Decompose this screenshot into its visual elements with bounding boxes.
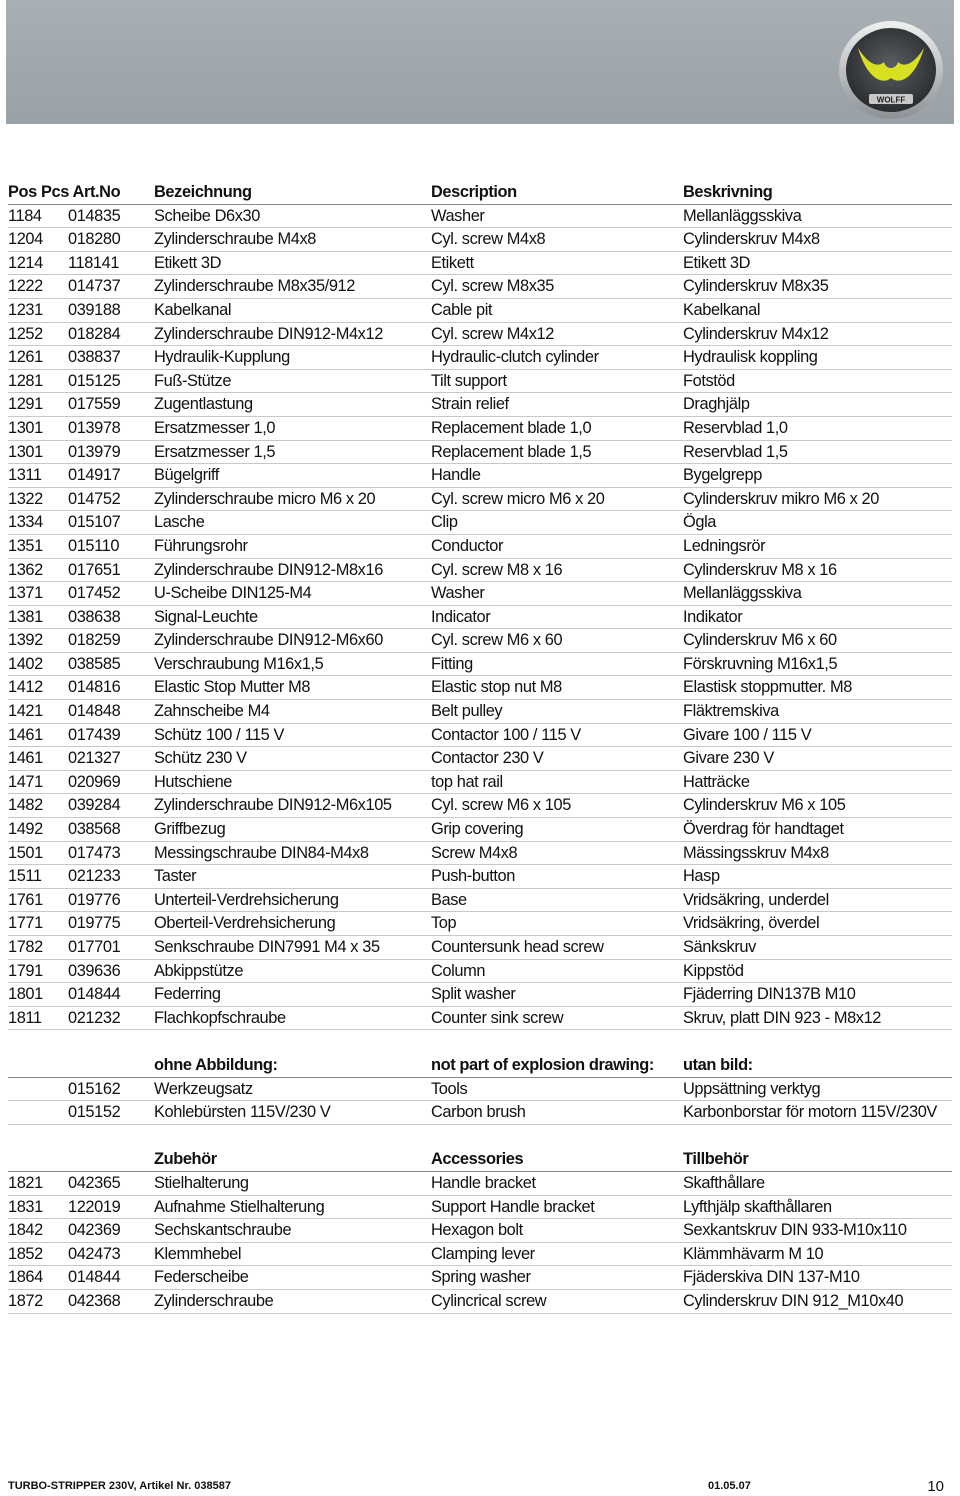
without-drawing-heading-sv: utan bild: [683,1055,753,1074]
beskrivning-cell: Hasp [683,867,720,886]
bezeichnung-cell: Schütz 230 V [154,749,247,768]
bezeichnung-cell: Zylinderschraube DIN912-M4x12 [154,324,383,343]
article-number-cell: 017452 [68,584,121,603]
article-number-cell: 014835 [68,206,121,225]
article-number-cell: 021232 [68,1008,121,1027]
article-number-cell: 014737 [68,277,121,296]
article-number-cell: 118141 [68,253,120,272]
without-drawing-heading [8,1054,952,1078]
table-row [8,346,952,370]
article-number-cell: 017559 [68,395,121,414]
article-number-cell: 015125 [68,371,121,390]
table-row [8,1172,952,1196]
article-number-cell: 014917 [68,466,121,485]
article-number-cell: 017439 [68,725,121,744]
pos-cell: 1761 [8,890,43,909]
table-row [8,228,952,252]
table-row [8,1196,952,1220]
bezeichnung-cell: Zylinderschraube M8x35/912 [154,277,355,296]
beskrivning-cell: Draghjälp [683,395,750,414]
bezeichnung-cell: Elastic Stop Mutter M8 [154,678,311,697]
parts-list [8,181,952,1314]
article-number-cell: 122019 [68,1197,121,1216]
beskrivning-cell: Cylinderskruv mikro M6 x 20 [683,489,879,508]
description-cell: Tilt support [431,371,507,390]
beskrivning-cell: Ögla [683,513,717,532]
article-number-cell: 039284 [68,796,121,815]
bezeichnung-cell: Zahnscheibe M4 [154,702,270,721]
accessories-heading [8,1148,952,1172]
article-number-cell: 039636 [68,961,121,980]
bezeichnung-cell: Zylinderschraube DIN912-M8x16 [154,560,383,579]
beskrivning-cell: Etikett 3D [683,253,751,272]
bezeichnung-cell: Oberteil-Verdrehsicherung [154,914,336,933]
beskrivning-cell: Kabelkanal [683,300,761,319]
beskrivning-cell: Elastisk stoppmutter. M8 [683,678,852,697]
description-cell: Grip covering [431,820,524,839]
table-row [8,582,952,606]
article-number-cell: 042369 [68,1221,121,1240]
bezeichnung-cell: Fuß-Stütze [154,371,232,390]
bezeichnung-cell: Lasche [154,513,205,532]
article-number-cell: 015152 [68,1103,121,1122]
pos-cell: 1334 [8,513,43,532]
article-number-cell: 015110 [68,536,120,555]
pos-cell: 1311 [8,466,42,485]
description-cell: Cyl. screw M8x35 [431,277,554,296]
article-number-cell: 042368 [68,1291,121,1310]
article-number-cell: 038837 [68,348,121,367]
table-row [8,323,952,347]
pos-cell: 1501 [8,843,43,862]
beskrivning-cell: Uppsättning verktyg [683,1079,821,1098]
description-cell: Handle [431,466,481,485]
beskrivning-cell: Cylinderskruv M4x12 [683,324,829,343]
table-row [8,1219,952,1243]
table-row [8,889,952,913]
beskrivning-cell: Fläktremskiva [683,702,779,721]
bezeichnung-cell: Stielhalterung [154,1173,249,1192]
pos-cell: 1301 [8,442,43,461]
pos-cell: 1421 [8,702,43,721]
table-row [8,818,952,842]
table-row [8,653,952,677]
main-parts-rows [8,205,952,1031]
page-footer [8,1480,948,1496]
pos-cell: 1771 [8,914,43,933]
pos-cell: 1821 [8,1173,43,1192]
beskrivning-cell: Indikator [683,607,743,626]
article-number-cell: 019776 [68,890,121,909]
footer-product: TURBO-STRIPPER 230V, Artikel Nr. 038587 [8,1480,231,1492]
bezeichnung-cell: Taster [154,867,197,886]
description-cell: Cable pit [431,300,493,319]
article-number-cell: 014848 [68,702,121,721]
article-number-cell: 018284 [68,324,121,343]
table-row [8,441,952,465]
pos-cell: 1291 [8,395,43,414]
description-cell: Replacement blade 1,0 [431,418,592,437]
description-cell: Replacement blade 1,5 [431,442,592,461]
beskrivning-cell: Reservblad 1,5 [683,442,788,461]
article-number-cell: 015162 [68,1079,121,1098]
beskrivning-cell: Hydraulisk koppling [683,348,818,367]
beskrivning-cell: Cylinderskruv M6 x 60 [683,631,837,650]
bezeichnung-cell: Schütz 100 / 115 V [154,725,285,744]
pos-cell: 1204 [8,230,43,249]
table-row [8,488,952,512]
bezeichnung-cell: Etikett 3D [154,253,222,272]
beskrivning-cell: Bygelgrepp [683,466,762,485]
description-cell: Base [431,890,467,909]
bezeichnung-cell: Federscheibe [154,1268,249,1287]
header-banner [6,0,954,124]
description-cell: Fitting [431,654,473,673]
spacer [8,1125,952,1149]
pos-cell: 1322 [8,489,43,508]
description-cell: Tools [431,1079,468,1098]
beskrivning-cell: Cylinderskruv M4x8 [683,230,820,249]
table-row [8,912,952,936]
table-row [8,205,952,229]
pos-cell: 1492 [8,820,43,839]
table-row [8,1078,952,1102]
bezeichnung-cell: Ersatzmesser 1,5 [154,442,276,461]
beskrivning-cell: Skruv, platt DIN 923 - M8x12 [683,1008,882,1027]
beskrivning-cell: Mellanläggsskiva [683,584,802,603]
bezeichnung-cell: Zylinderschraube [154,1291,274,1310]
article-number-cell: 018259 [68,631,121,650]
table-row [8,865,952,889]
pos-cell: 1381 [8,607,43,626]
beskrivning-cell: Cylinderskruv DIN 912_M10x40 [683,1291,904,1310]
description-cell: Push-button [431,867,515,886]
beskrivning-cell: Ledningsrör [683,536,766,555]
description-cell: top hat rail [431,772,503,791]
table-row [8,676,952,700]
pos-cell: 1782 [8,938,43,956]
accessories-heading-en: Accessories [431,1150,524,1169]
beskrivning-cell: Sexkantskruv DIN 933-M10x110 [683,1221,907,1240]
accessories-heading-sv: Tillbehör [683,1150,749,1169]
beskrivning-cell: Lyfthjälp skafthållaren [683,1197,832,1216]
pos-cell: 1872 [8,1291,43,1310]
without-drawing-rows [8,1078,952,1125]
description-cell: Support Handle bracket [431,1197,595,1216]
table-row [8,1243,952,1267]
article-number-cell: 017651 [68,560,121,579]
description-cell: Contactor 100 / 115 V [431,725,581,744]
article-number-cell: 017701 [68,938,121,956]
bezeichnung-cell: Klemmhebel [154,1244,242,1263]
accessories-heading-de: Zubehör [154,1150,217,1169]
article-number-cell: 038568 [68,820,121,839]
beskrivning-cell: Cylinderskruv M6 x 105 [683,796,846,815]
table-row [8,535,952,559]
bezeichnung-cell: Zylinderschraube M4x8 [154,230,316,249]
table-row [8,464,952,488]
article-number-cell: 039188 [68,300,121,319]
description-cell: Clamping lever [431,1244,535,1263]
bezeichnung-cell: Verschraubung M16x1,5 [154,654,324,673]
table-row [8,299,952,323]
beskrivning-cell: Vridsäkring, underdel [683,890,829,909]
pos-cell: 1362 [8,560,43,579]
description-cell: Indicator [431,607,491,626]
description-cell: Belt pulley [431,702,503,721]
table-row [8,393,952,417]
bezeichnung-cell: Federring [154,985,221,1004]
pos-cell: 1801 [8,985,43,1004]
pos-cell: 1351 [8,536,43,555]
article-number-cell: 015107 [68,513,121,532]
page-number: 10 [927,1478,944,1495]
beskrivning-cell: Överdrag för handtaget [683,820,844,839]
beskrivning-cell: Reservblad 1,0 [683,418,788,437]
bezeichnung-cell: Aufnahme Stielhalterung [154,1197,325,1216]
bezeichnung-cell: Hydraulik-Kupplung [154,348,290,367]
article-number-cell: 017473 [68,843,121,862]
description-cell: Handle bracket [431,1173,536,1192]
pos-cell: 1831 [8,1197,43,1216]
article-number-cell: 021327 [68,749,121,768]
article-number-cell: 042473 [68,1244,121,1263]
without-drawing-heading-en: not part of explosion drawing: [431,1055,654,1074]
beskrivning-cell: Vridsäkring, överdel [683,914,820,933]
table-row [8,794,952,818]
description-cell: Elastic stop nut M8 [431,678,562,697]
description-cell: Cyl. screw M6 x 105 [431,796,571,815]
table-row [8,252,952,276]
pos-cell: 1281 [8,371,43,390]
table-row [8,629,952,653]
column-header-row [8,181,952,205]
table-row [8,370,952,394]
bezeichnung-cell: Zugentlastung [154,395,253,414]
header-beskrivning: Beskrivning [683,183,773,201]
beskrivning-cell: Klämmhävarm M 10 [683,1244,824,1263]
article-number-cell: 018280 [68,230,121,249]
pos-cell: 1402 [8,654,43,673]
pos-cell: 1461 [8,725,43,744]
table-row [8,700,952,724]
table-row [8,771,952,795]
description-cell: Carbon brush [431,1103,526,1122]
beskrivning-cell: Kippstöd [683,961,744,980]
bezeichnung-cell: Werkzeugsatz [154,1079,253,1098]
beskrivning-cell: Cylinderskruv M8 x 16 [683,560,837,579]
table-row [8,275,952,299]
description-cell: Washer [431,206,485,225]
header-bezeichnung: Bezeichnung [154,183,252,201]
spacer [8,1030,952,1054]
description-cell: Screw M4x8 [431,843,518,862]
description-cell: Contactor 230 V [431,749,544,768]
article-number-cell: 013979 [68,442,121,461]
footer-date: 01.05.07 [708,1480,751,1492]
article-number-cell: 014752 [68,489,121,508]
article-number-cell: 013978 [68,418,121,437]
pos-cell: 1811 [8,1008,42,1027]
article-number-cell: 042365 [68,1173,121,1192]
description-cell: Hydraulic-clutch cylinder [431,348,599,367]
accessories-rows [8,1172,952,1314]
article-number-cell: 014844 [68,1268,121,1287]
beskrivning-cell: Fjäderskiva DIN 137-M10 [683,1268,860,1287]
header-description: Description [431,183,517,201]
bezeichnung-cell: Kohlebürsten 115V/230 V [154,1103,331,1122]
table-row [8,511,952,535]
pos-cell: 1214 [8,253,43,272]
beskrivning-cell: Karbonborstar för motorn 115V/230V [683,1103,937,1122]
bezeichnung-cell: Zylinderschraube DIN912-M6x105 [154,796,392,815]
description-cell: Cylincrical screw [431,1291,547,1310]
pos-cell: 1261 [8,348,43,367]
bezeichnung-cell: Führungsrohr [154,536,248,555]
header-pos-pcs-artno: Pos Pcs Art.No [8,183,121,201]
description-cell: Etikett [431,253,474,272]
beskrivning-cell: Mässingsskruv M4x8 [683,843,829,862]
pos-cell: 1392 [8,631,43,650]
article-number-cell: 019775 [68,914,121,933]
bezeichnung-cell: Senkschraube DIN7991 M4 x 35 [154,938,380,956]
without-drawing-heading-de: ohne Abbildung: [154,1055,278,1074]
description-cell: Clip [431,513,458,532]
pos-cell: 1511 [8,867,42,886]
description-cell: Top [431,914,457,933]
bezeichnung-cell: Hutschiene [154,772,233,791]
table-row [8,606,952,630]
pos-cell: 1252 [8,324,43,343]
table-row [8,960,952,984]
table-row [8,983,952,1007]
table-row [8,1266,952,1290]
description-cell: Cyl. screw M4x12 [431,324,554,343]
pos-cell: 1482 [8,796,43,815]
bezeichnung-cell: Abkippstütze [154,961,244,980]
wolff-logo [836,18,946,122]
beskrivning-cell: Sänkskruv [683,938,756,956]
table-row [8,417,952,441]
bezeichnung-cell: Sechskantschraube [154,1221,292,1240]
article-number-cell: 014844 [68,985,121,1004]
description-cell: Split washer [431,985,516,1004]
pos-cell: 1301 [8,418,43,437]
description-cell: Washer [431,584,485,603]
beskrivning-cell: Hatträcke [683,772,750,791]
bezeichnung-cell: Bügelgriff [154,466,219,485]
beskrivning-cell: Givare 230 V [683,749,774,768]
description-cell: Countersunk head screw [431,938,604,956]
table-row [8,1007,952,1031]
description-cell: Counter sink screw [431,1008,564,1027]
pos-cell: 1371 [8,584,43,603]
bezeichnung-cell: Zylinderschraube micro M6 x 20 [154,489,376,508]
article-number-cell: 014816 [68,678,121,697]
beskrivning-cell: Förskruvning M16x1,5 [683,654,838,673]
table-row [8,1101,952,1125]
bezeichnung-cell: Zylinderschraube DIN912-M6x60 [154,631,383,650]
description-cell: Cyl. screw M4x8 [431,230,546,249]
svg-text:WOLFF: WOLFF [876,95,906,105]
table-row [8,936,952,960]
article-number-cell: 038638 [68,607,121,626]
description-cell: Cyl. screw M8 x 16 [431,560,563,579]
description-cell: Conductor [431,536,504,555]
pos-cell: 1864 [8,1268,43,1287]
beskrivning-cell: Mellanläggsskiva [683,206,802,225]
description-cell: Hexagon bolt [431,1221,523,1240]
pos-cell: 1222 [8,277,43,296]
description-cell: Column [431,961,486,980]
bezeichnung-cell: Kabelkanal [154,300,232,319]
article-number-cell: 021233 [68,867,121,886]
bezeichnung-cell: Unterteil-Verdrehsicherung [154,890,339,909]
table-row [8,842,952,866]
pos-cell: 1791 [8,961,43,980]
article-number-cell: 038585 [68,654,121,673]
description-cell: Cyl. screw micro M6 x 20 [431,489,605,508]
pos-cell: 1461 [8,749,43,768]
table-row [8,724,952,748]
description-cell: Cyl. screw M6 x 60 [431,631,563,650]
bezeichnung-cell: Ersatzmesser 1,0 [154,418,276,437]
pos-cell: 1184 [8,206,42,225]
table-row [8,747,952,771]
bezeichnung-cell: Messingschraube DIN84-M4x8 [154,843,369,862]
beskrivning-cell: Fjäderring DIN137B M10 [683,985,856,1004]
description-cell: Strain relief [431,395,509,414]
bezeichnung-cell: U-Scheibe DIN125-M4 [154,584,312,603]
pos-cell: 1471 [8,772,43,791]
bezeichnung-cell: Flachkopfschraube [154,1008,286,1027]
description-cell: Spring washer [431,1268,531,1287]
pos-cell: 1412 [8,678,43,697]
article-number-cell: 020969 [68,772,121,791]
beskrivning-cell: Givare 100 / 115 V [683,725,812,744]
pos-cell: 1842 [8,1221,43,1240]
table-row [8,1290,952,1314]
bezeichnung-cell: Signal-Leuchte [154,607,258,626]
pos-cell: 1231 [8,300,43,319]
beskrivning-cell: Cylinderskruv M8x35 [683,277,829,296]
beskrivning-cell: Skafthållare [683,1173,765,1192]
bezeichnung-cell: Griffbezug [154,820,226,839]
pos-cell: 1852 [8,1244,43,1263]
bezeichnung-cell: Scheibe D6x30 [154,206,260,225]
beskrivning-cell: Fotstöd [683,371,735,390]
table-row [8,559,952,583]
